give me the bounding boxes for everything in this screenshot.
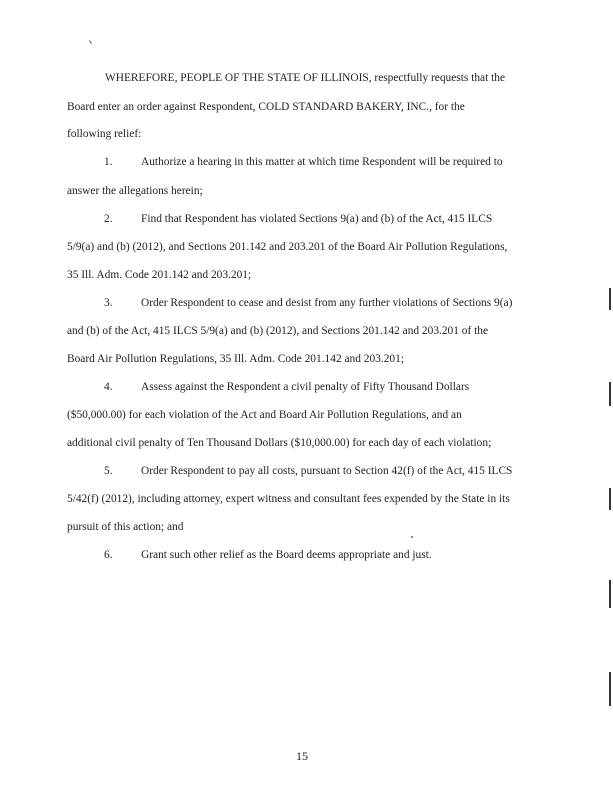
item-2-line-2: 5/9(a) and (b) (2012), and Sections 201.142 and 203.201 of the Board Air Pollution Regulations, [67, 241, 508, 253]
item-2-number: 2. [104, 213, 113, 225]
item-6-number: 6. [104, 549, 113, 561]
item-4-number: 4. [104, 381, 113, 393]
scan-speck [411, 536, 413, 538]
scan-edge-mark [609, 488, 611, 510]
item-4-line-3: additional civil penalty of Ten Thousand Dollars ($10,000.00) for each day of each violation; [67, 437, 492, 449]
item-5-line-1: Order Respondent to pay all costs, pursuant to Section 42(f) of the Act, 415 ILCS [141, 465, 513, 477]
scan-edge-mark [609, 382, 611, 406]
item-3-line-1: Order Respondent to cease and desist from any further violations of Sections 9(a) [141, 297, 513, 309]
item-5-line-2: 5/42(f) (2012), including attorney, expert witness and consultant fees expended by the State in its [67, 493, 510, 505]
intro-line-3: following relief: [67, 128, 142, 140]
scan-edge-mark [609, 288, 611, 310]
item-2-line-1: Find that Respondent has violated Sections 9(a) and (b) of the Act, 415 ILCS [141, 213, 493, 225]
page-number: 15 [296, 749, 308, 763]
item-1-line-2: answer the allegations herein; [67, 185, 203, 197]
scan-edge-mark [609, 580, 611, 608]
intro-line-1: WHEREFORE, PEOPLE OF THE STATE OF ILLINOIS, respectfully requests that the [105, 72, 506, 84]
item-2-line-3: 35 Ill. Adm. Code 201.142 and 203.201; [67, 269, 252, 281]
item-3-line-3: Board Air Pollution Regulations, 35 Ill. Adm. Code 201.142 and 203.201; [67, 353, 404, 365]
item-3-number: 3. [104, 297, 113, 309]
stray-mark [89, 40, 92, 44]
item-5-line-3: pursuit of this action; and [67, 521, 184, 533]
item-6-line-1: Grant such other relief as the Board deems appropriate and just. [141, 549, 432, 561]
intro-line-2: Board enter an order against Respondent, COLD STANDARD BAKERY, INC., for the [67, 101, 465, 113]
item-1-number: 1. [104, 156, 113, 168]
item-3-line-2: and (b) of the Act, 415 ILCS 5/9(a) and (b) (2012), and Sections 201.142 and 203.201 of the [67, 325, 489, 337]
item-4-line-1: Assess against the Respondent a civil penalty of Fifty Thousand Dollars [141, 381, 470, 393]
item-5-number: 5. [104, 465, 113, 477]
item-1-line-1: Authorize a hearing in this matter at which time Respondent will be required to [141, 156, 503, 168]
scan-edge-mark [609, 672, 611, 706]
item-4-line-2: ($50,000.00) for each violation of the Act and Board Air Pollution Regulations, and an [67, 409, 462, 421]
